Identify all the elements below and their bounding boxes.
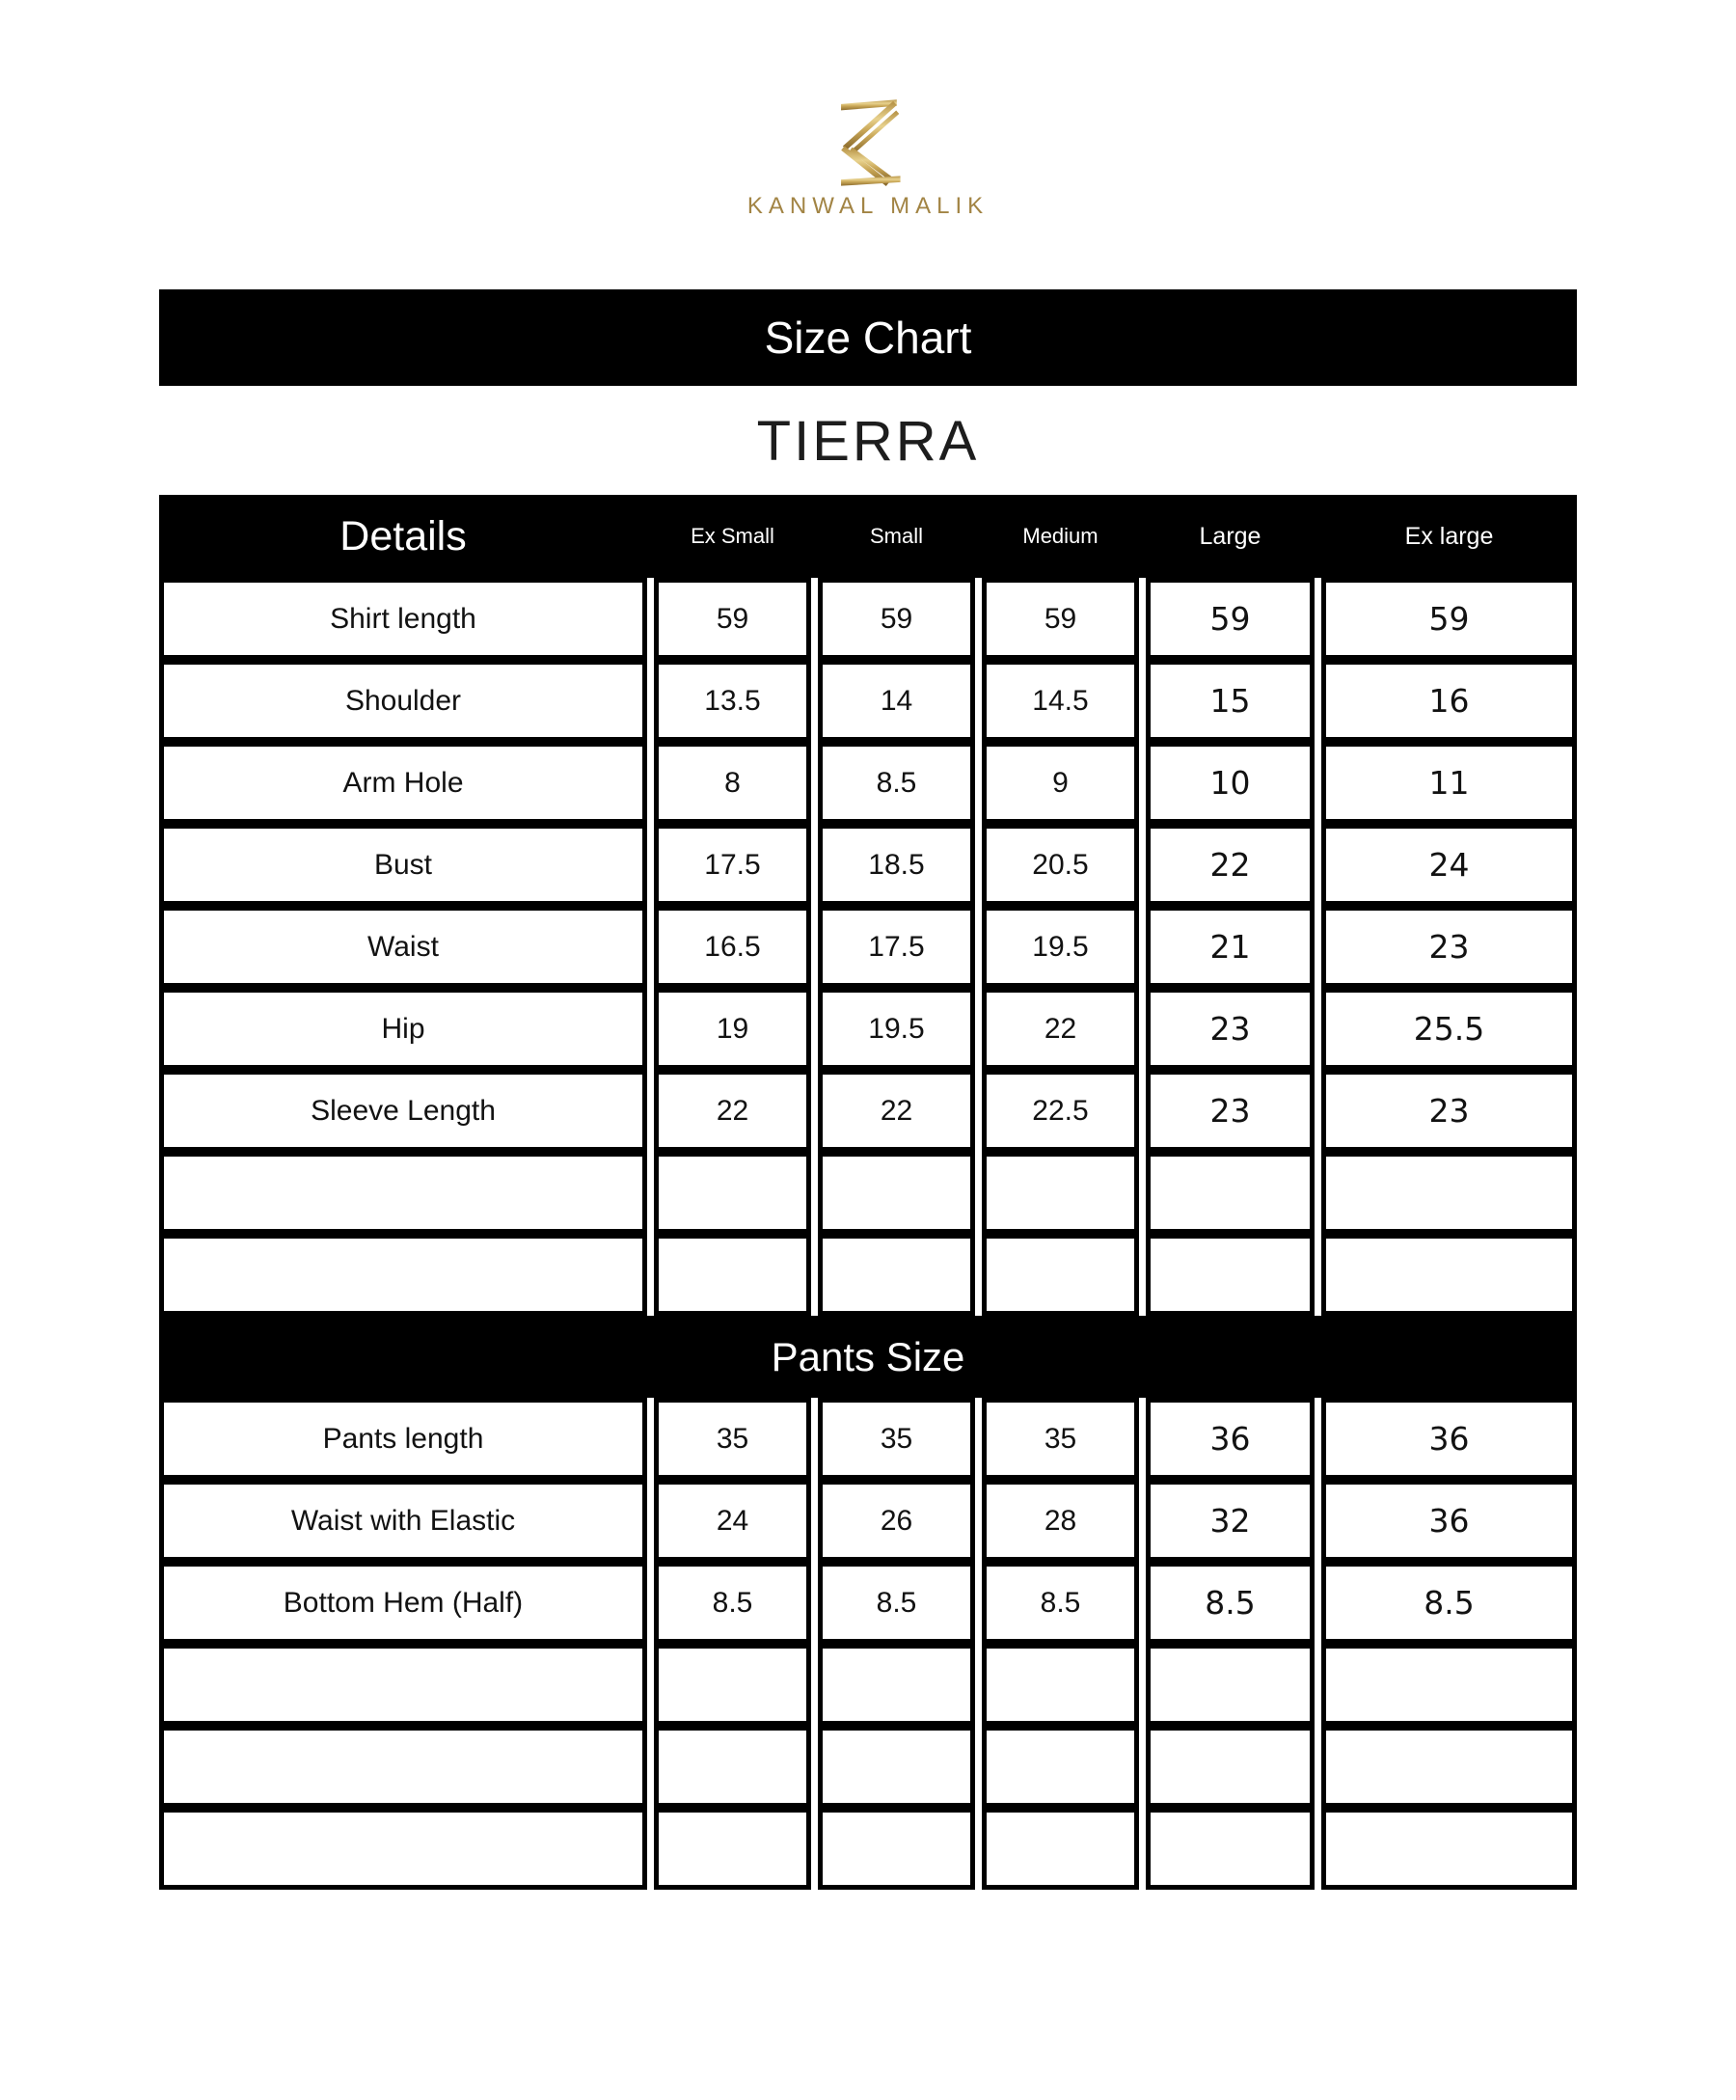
value-cell: 59 [654, 578, 811, 660]
value-cell [654, 1152, 811, 1234]
value-cell: 59 [1146, 578, 1315, 660]
row-label-cell: Sleeve Length [159, 1070, 647, 1152]
value-cell [654, 1644, 811, 1726]
column-header-medium: Medium [1022, 524, 1099, 548]
value-cell: 14.5 [982, 660, 1139, 742]
value-cell: 23 [1146, 1070, 1315, 1152]
value-cell: 23 [1321, 1070, 1577, 1152]
product-title: TIERRA [756, 410, 980, 473]
value-cell: 22 [654, 1070, 811, 1152]
size-table [159, 495, 1577, 1890]
value-cell: 13.5 [654, 660, 811, 742]
brand-name: KANWAL MALIK [746, 193, 990, 219]
km-monogram-icon [828, 96, 908, 187]
value-cell [1321, 1152, 1577, 1234]
value-cell [818, 1726, 975, 1808]
row-label-cell [159, 1808, 647, 1890]
value-cell: 36 [1146, 1398, 1315, 1480]
value-cell [1146, 1726, 1315, 1808]
value-cell: 25.5 [1321, 988, 1577, 1070]
value-cell: 23 [1321, 906, 1577, 988]
table-row [159, 1808, 1577, 1890]
value-cell: 17.5 [818, 906, 975, 988]
table-row [159, 1152, 1577, 1234]
row-label-cell [159, 1644, 647, 1726]
row-label-cell [159, 1726, 647, 1808]
value-cell [654, 1726, 811, 1808]
table-row [159, 578, 1577, 660]
value-cell [818, 1152, 975, 1234]
table-row [159, 906, 1577, 988]
row-label-cell: Bust [159, 824, 647, 906]
table-row [159, 660, 1577, 742]
value-cell [982, 1234, 1139, 1316]
value-cell [1321, 1234, 1577, 1316]
pants-size-banner [159, 1316, 1577, 1398]
value-cell: 8.5 [818, 1562, 975, 1644]
value-cell: 22.5 [982, 1070, 1139, 1152]
value-cell: 8 [654, 742, 811, 824]
value-cell: 35 [654, 1398, 811, 1480]
value-cell: 21 [1146, 906, 1315, 988]
value-cell: 8.5 [1146, 1562, 1315, 1644]
value-cell: 59 [1321, 578, 1577, 660]
value-cell: 16.5 [654, 906, 811, 988]
row-label-cell: Bottom Hem (Half) [159, 1562, 647, 1644]
table-row [159, 742, 1577, 824]
row-label-cell: Waist with Elastic [159, 1480, 647, 1562]
value-cell [818, 1644, 975, 1726]
value-cell [654, 1234, 811, 1316]
value-cell [1146, 1152, 1315, 1234]
table-row [159, 1562, 1577, 1644]
shirt-rows-section [159, 578, 1577, 1316]
table-row [159, 1070, 1577, 1152]
value-cell: 17.5 [654, 824, 811, 906]
value-cell: 15 [1146, 660, 1315, 742]
value-cell: 19.5 [982, 906, 1139, 988]
size-chart-banner [159, 289, 1577, 386]
value-cell: 22 [818, 1070, 975, 1152]
table-row [159, 1480, 1577, 1562]
value-cell: 22 [982, 988, 1139, 1070]
row-label-cell: Arm Hole [159, 742, 647, 824]
value-cell: 8.5 [982, 1562, 1139, 1644]
value-cell [1321, 1808, 1577, 1890]
row-label-cell: Shirt length [159, 578, 647, 660]
value-cell: 20.5 [982, 824, 1139, 906]
size-chart-title: Size Chart [764, 313, 972, 363]
value-cell: 36 [1321, 1398, 1577, 1480]
value-cell [982, 1644, 1139, 1726]
row-label-cell [159, 1152, 647, 1234]
row-label-cell: Pants length [159, 1398, 647, 1480]
table-row [159, 988, 1577, 1070]
value-cell: 23 [1146, 988, 1315, 1070]
value-cell: 16 [1321, 660, 1577, 742]
value-cell [818, 1808, 975, 1890]
value-cell [1146, 1808, 1315, 1890]
value-cell [1146, 1644, 1315, 1726]
value-cell: 22 [1146, 824, 1315, 906]
value-cell [1321, 1644, 1577, 1726]
value-cell: 35 [818, 1398, 975, 1480]
value-cell: 24 [1321, 824, 1577, 906]
value-cell: 8.5 [654, 1562, 811, 1644]
value-cell: 19 [654, 988, 811, 1070]
value-cell [982, 1726, 1139, 1808]
row-label-cell: Hip [159, 988, 647, 1070]
table-row [159, 1398, 1577, 1480]
value-cell: 26 [818, 1480, 975, 1562]
value-cell: 36 [1321, 1480, 1577, 1562]
value-cell [654, 1808, 811, 1890]
pants-rows-section [159, 1398, 1577, 1890]
column-header-large: Large [1199, 522, 1261, 550]
content [159, 289, 1577, 1890]
value-cell [818, 1234, 975, 1316]
column-header-small: Small [869, 524, 923, 548]
value-cell: 59 [818, 578, 975, 660]
value-cell: 35 [982, 1398, 1139, 1480]
table-row [159, 1644, 1577, 1726]
value-cell [1146, 1234, 1315, 1316]
table-row [159, 1234, 1577, 1316]
value-cell [982, 1808, 1139, 1890]
value-cell: 19.5 [818, 988, 975, 1070]
value-cell [1321, 1726, 1577, 1808]
value-cell: 18.5 [818, 824, 975, 906]
value-cell: 59 [982, 578, 1139, 660]
value-cell: 28 [982, 1480, 1139, 1562]
value-cell: 8.5 [1321, 1562, 1577, 1644]
value-cell: 8.5 [818, 742, 975, 824]
brand-header [0, 0, 1736, 220]
row-label-cell [159, 1234, 647, 1316]
table-row [159, 1726, 1577, 1808]
column-header-ex-small: Ex Small [691, 524, 774, 548]
value-cell: 32 [1146, 1480, 1315, 1562]
details-header-label: Details [339, 512, 467, 559]
row-label-cell: Shoulder [159, 660, 647, 742]
value-cell: 14 [818, 660, 975, 742]
value-cell: 11 [1321, 742, 1577, 824]
row-label-cell: Waist [159, 906, 647, 988]
pants-size-title: Pants Size [771, 1333, 965, 1379]
value-cell [982, 1152, 1139, 1234]
details-header-row [159, 495, 1577, 578]
value-cell: 10 [1146, 742, 1315, 824]
table-row [159, 824, 1577, 906]
column-header-ex-large: Ex large [1404, 522, 1494, 550]
value-cell: 9 [982, 742, 1139, 824]
value-cell: 24 [654, 1480, 811, 1562]
